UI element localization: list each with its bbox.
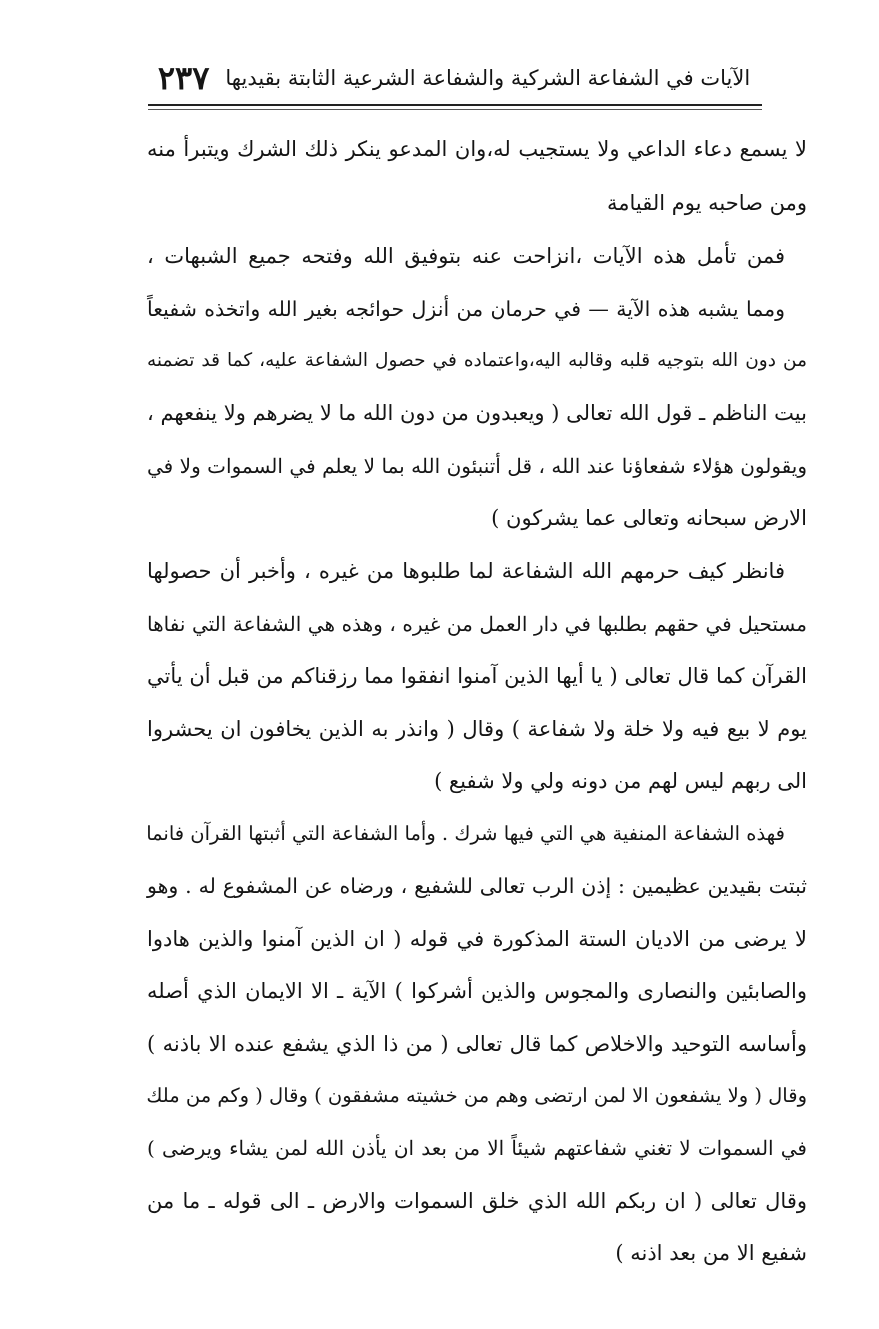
text-line: بيت الناظم ـ قول الله تعالى ( ويعبدون من دون الله ما لا يضرهم ولا ينفعهم ،	[147, 401, 807, 425]
running-header	[140, 54, 768, 102]
text-line: في السموات لا تغني شفاعتهم شيئاً الا من بعد ان يأذن الله لمن يشاء ويرضى )	[147, 1136, 807, 1160]
text-line: وقال ( ولا يشفعون الا لمن ارتضى وهم من خشيته مشفقون ) وقال ( وكم من ملك	[146, 1084, 807, 1107]
text-line: ومما يشبه هذه الآية — في حرمان من أنزل حوائجه بغير الله واتخذه شفيعاً	[147, 297, 785, 321]
text-line: مستحيل في حقهم بطلبها في دار العمل من غيره ، وهذه هي الشفاعة التي نفاها	[147, 612, 807, 636]
text-line: لا يرضى من الاديان الستة المذكورة في قوله ( ان الذين آمنوا والذين هادوا	[147, 927, 807, 951]
text-line: وقال تعالى ( ان ربكم الله الذي خلق السموات والارض ـ الى قوله ـ ما من	[147, 1189, 807, 1213]
header-title: الآيات في الشفاعة الشركية والشفاعة الشرعية الثابتة بقيديها	[225, 66, 751, 90]
page-number: ٢٣٧	[157, 59, 210, 97]
header-rule	[148, 104, 762, 106]
text-line: لا يسمع دعاء الداعي ولا يستجيب له،وان المدعو ينكر ذلك الشرك ويتبرأ منه	[147, 137, 807, 161]
text-line: فمن تأمل هذه الآيات ،انزاحت عنه بتوفيق الله وفتحه جميع الشبهات ،	[147, 244, 785, 268]
text-line: الارض سبحانه وتعالى عما يشركون )	[491, 506, 807, 530]
header-rule-thin	[148, 109, 762, 110]
text-line: يوم لا بيع فيه ولا خلة ولا شفاعة ) وقال ( وانذر به الذين يخافون ان يحشروا	[147, 717, 807, 741]
text-line: وأساسه التوحيد والاخلاص كما قال تعالى ( من ذا الذي يشفع عنده الا باذنه )	[147, 1032, 807, 1056]
text-line: القرآن كما قال تعالى ( يا أيها الذين آمنوا انفقوا مما رزقناكم من قبل أن يأتي	[147, 664, 807, 688]
text-line: ويقولون هؤلاء شفعاؤنا عند الله ، قل أتنبئون الله بما لا يعلم في السموات ولا في	[147, 454, 807, 478]
text-line: والصابئين والنصارى والمجوس والذين أشركوا ) الآية ـ الا الايمان الذي أصله	[147, 979, 807, 1003]
text-line: ومن صاحبه يوم القيامة	[606, 191, 807, 215]
text-line: من دون الله بتوجيه قلبه وقالبه اليه،واعتماده في حصول الشفاعة عليه، كما قد تضمنه	[147, 350, 807, 371]
text-line: فهذه الشفاعة المنفية هي التي فيها شرك . وأما الشفاعة التي أثبتها القرآن فانما	[146, 822, 785, 845]
text-line: شفيع الا من بعد اذنه )	[615, 1241, 807, 1265]
text-line: فانظر كيف حرمهم الله الشفاعة لما طلبوها من غيره ، وأخبر أن حصولها	[147, 559, 785, 583]
text-line: ثبتت بقيدين عظيمين : إذن الرب تعالى للشفيع ، ورضاه عن المشفوع له . وهو	[147, 874, 807, 898]
text-line: الى ربهم ليس لهم من دونه ولي ولا شفيع )	[434, 769, 807, 793]
